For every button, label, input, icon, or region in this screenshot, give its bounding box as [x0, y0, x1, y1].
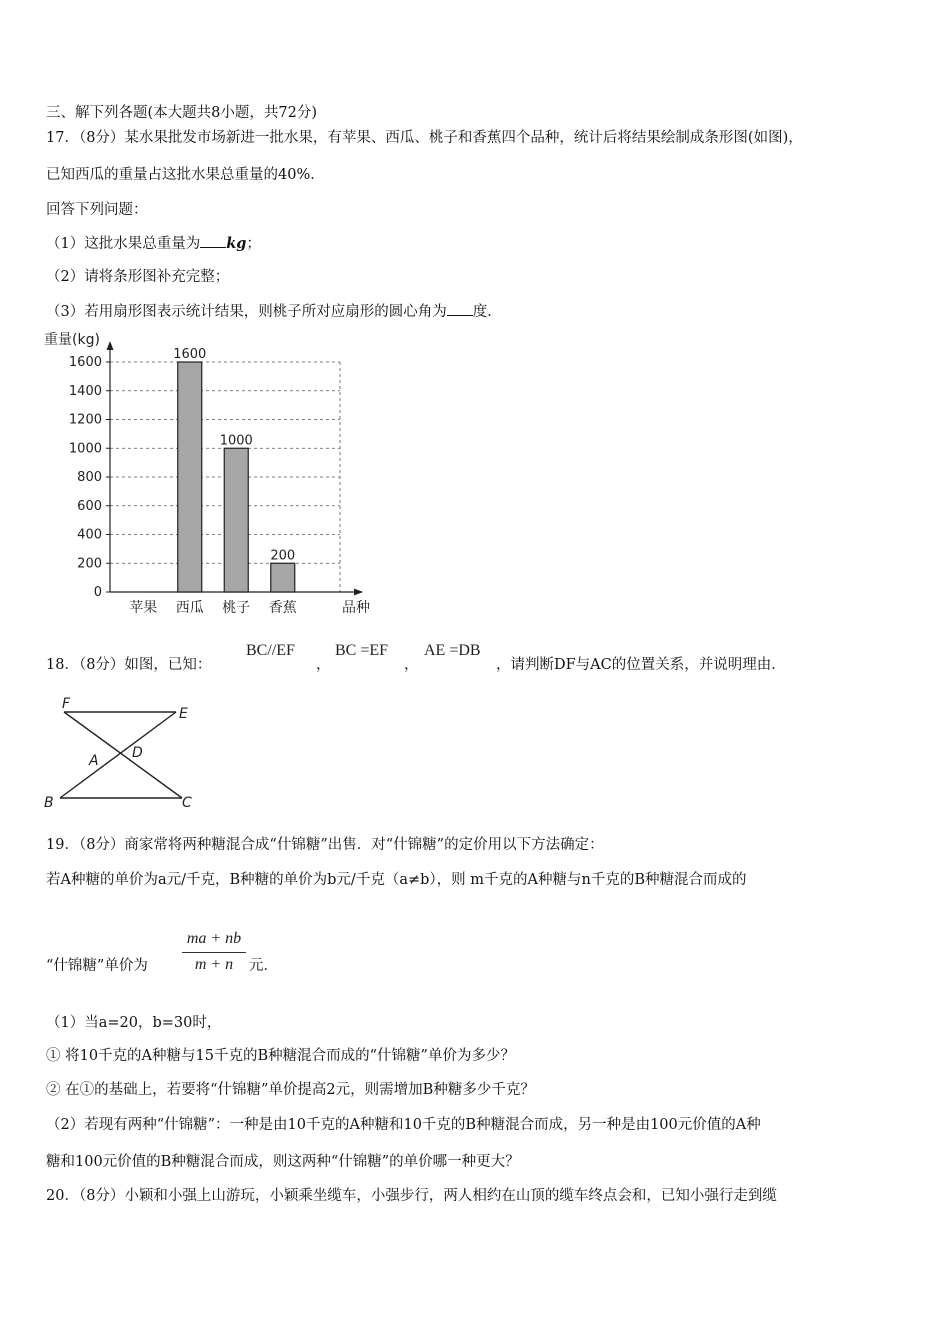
q17-sub3-text: （3）若用扇形图表示统计结果，则桃子所对应扇形的圆心角为	[46, 304, 447, 320]
q17-sub3-end: 度．	[472, 304, 502, 320]
fraction-numerator: ma + nb	[186, 930, 242, 947]
x-category-label: 桃子	[222, 600, 251, 616]
q17-sub3	[46, 301, 502, 322]
q17-sub1-end: ；	[246, 236, 261, 252]
q18-cond-ae-equals-db: AE =DB	[424, 642, 481, 659]
answer-blank	[200, 233, 226, 248]
q19-sub1: （1）当a=20，b=30时，	[46, 1015, 222, 1031]
q18-comma-2: ，	[404, 657, 419, 673]
point-label-e: E	[179, 706, 188, 722]
fraction-bar	[182, 952, 246, 953]
bar-3	[224, 448, 248, 592]
y-tick-label: 800	[77, 470, 102, 485]
section-title: 三、解下列各题(本大题共8小题，共72分)	[46, 105, 317, 121]
q19-line2: 若A种糖的单价为a元/千克，B种糖的单价为b元/千克（a≠b），则 m千克的A种糖与n千克的B种糖混合而成的	[46, 872, 747, 888]
q20-line1: 20．（8分）小颖和小强上山游玩，小颖乘坐缆车，小强步行，两人相约在山顶的缆车终点会和，已知小强行走到缆	[46, 1188, 777, 1204]
q17-sub1	[46, 233, 261, 254]
q18-prefix: 18．（8分）如图，已知：	[46, 657, 212, 673]
x-category-label: 香蕉	[268, 600, 297, 616]
q17-sub1-unit: kg	[226, 235, 247, 252]
y-tick-label: 1600	[68, 355, 102, 370]
q17-line3: 回答下列问题：	[46, 202, 148, 218]
bar-2	[178, 362, 202, 592]
bar-chart	[40, 328, 400, 618]
q18-cond-bc-parallel-ef: BC//EF	[246, 642, 295, 659]
q19-sub1-item1: ① 将10千克的A种糖与15千克的B种糖混合而成的“什锦糖”单价为多少？	[46, 1048, 515, 1064]
q18-geometry-figure	[40, 694, 210, 814]
segment-fc	[64, 712, 182, 798]
q19-sub2-line1: （2）若现有两种“什锦糖”：一种是由10千克的A种糖和10千克的B种糖混合而成，另一种是由100元价值的A种	[46, 1117, 761, 1133]
q19-sub1-item2: ② 在①的基础上，若要将“什锦糖”单价提高2元，则需增加B种糖多少千克？	[46, 1082, 535, 1098]
x-axis-title: 品种	[342, 600, 370, 616]
q18-cond-bc-equals-ef: BC =EF	[335, 642, 389, 659]
bar-data-label: 200	[270, 548, 296, 564]
x-category-label: 苹果	[129, 600, 158, 616]
y-axis-title: 重量(kg)	[44, 332, 100, 348]
y-tick-label: 200	[77, 556, 102, 572]
fraction-denominator: m + n	[194, 956, 234, 973]
q18-comma-1: ，	[316, 657, 331, 673]
bar-4	[271, 563, 295, 592]
q18-suffix: ，请判断DF与AC的位置关系，并说明理由．	[496, 657, 786, 673]
bar-data-label: 1000	[219, 433, 253, 449]
y-tick-label: 400	[77, 527, 102, 543]
q19-line3-post: 元．	[249, 958, 278, 974]
x-axis-arrow	[354, 589, 363, 596]
y-tick-label: 1200	[68, 412, 102, 428]
q19-sub2-line2: 糖和100元价值的B种糖混合而成，则这两种“什锦糖”的单价哪一种更大？	[46, 1154, 520, 1170]
bar-data-label: 1600	[173, 347, 207, 362]
q17-sub1-text: （1）这批水果总重量为	[46, 236, 201, 252]
y-axis-arrow	[107, 341, 114, 350]
x-category-label: 西瓜	[175, 600, 204, 616]
point-label-b: B	[44, 795, 54, 811]
q17-sub2: （2）请将条形图补充完整；	[46, 269, 230, 285]
q17-line2: 已知西瓜的重量占这批水果总重量的40%．	[46, 167, 325, 183]
point-label-a: A	[89, 753, 99, 769]
q19-line3-pre: “什锦糖”单价为	[46, 958, 148, 974]
answer-blank	[447, 301, 473, 316]
point-label-d: D	[132, 745, 143, 761]
y-tick-label: 1000	[68, 441, 102, 457]
point-label-f: F	[62, 696, 71, 712]
q17-line1: 17．（8分）某水果批发市场新进一批水果，有苹果、西瓜、桃子和香蕉四个品种，统计后将结果绘制成条形图(如图)，	[46, 130, 803, 146]
y-tick-label: 0	[93, 585, 102, 600]
y-tick-label: 600	[77, 498, 102, 514]
q19-line1: 19．（8分）商家常将两种糖混合成“什锦糖”出售．对“什锦糖”的定价用以下方法确定：	[46, 837, 604, 853]
segment-ed	[60, 712, 176, 798]
point-label-c: C	[182, 795, 192, 811]
y-tick-label: 1400	[68, 383, 102, 399]
